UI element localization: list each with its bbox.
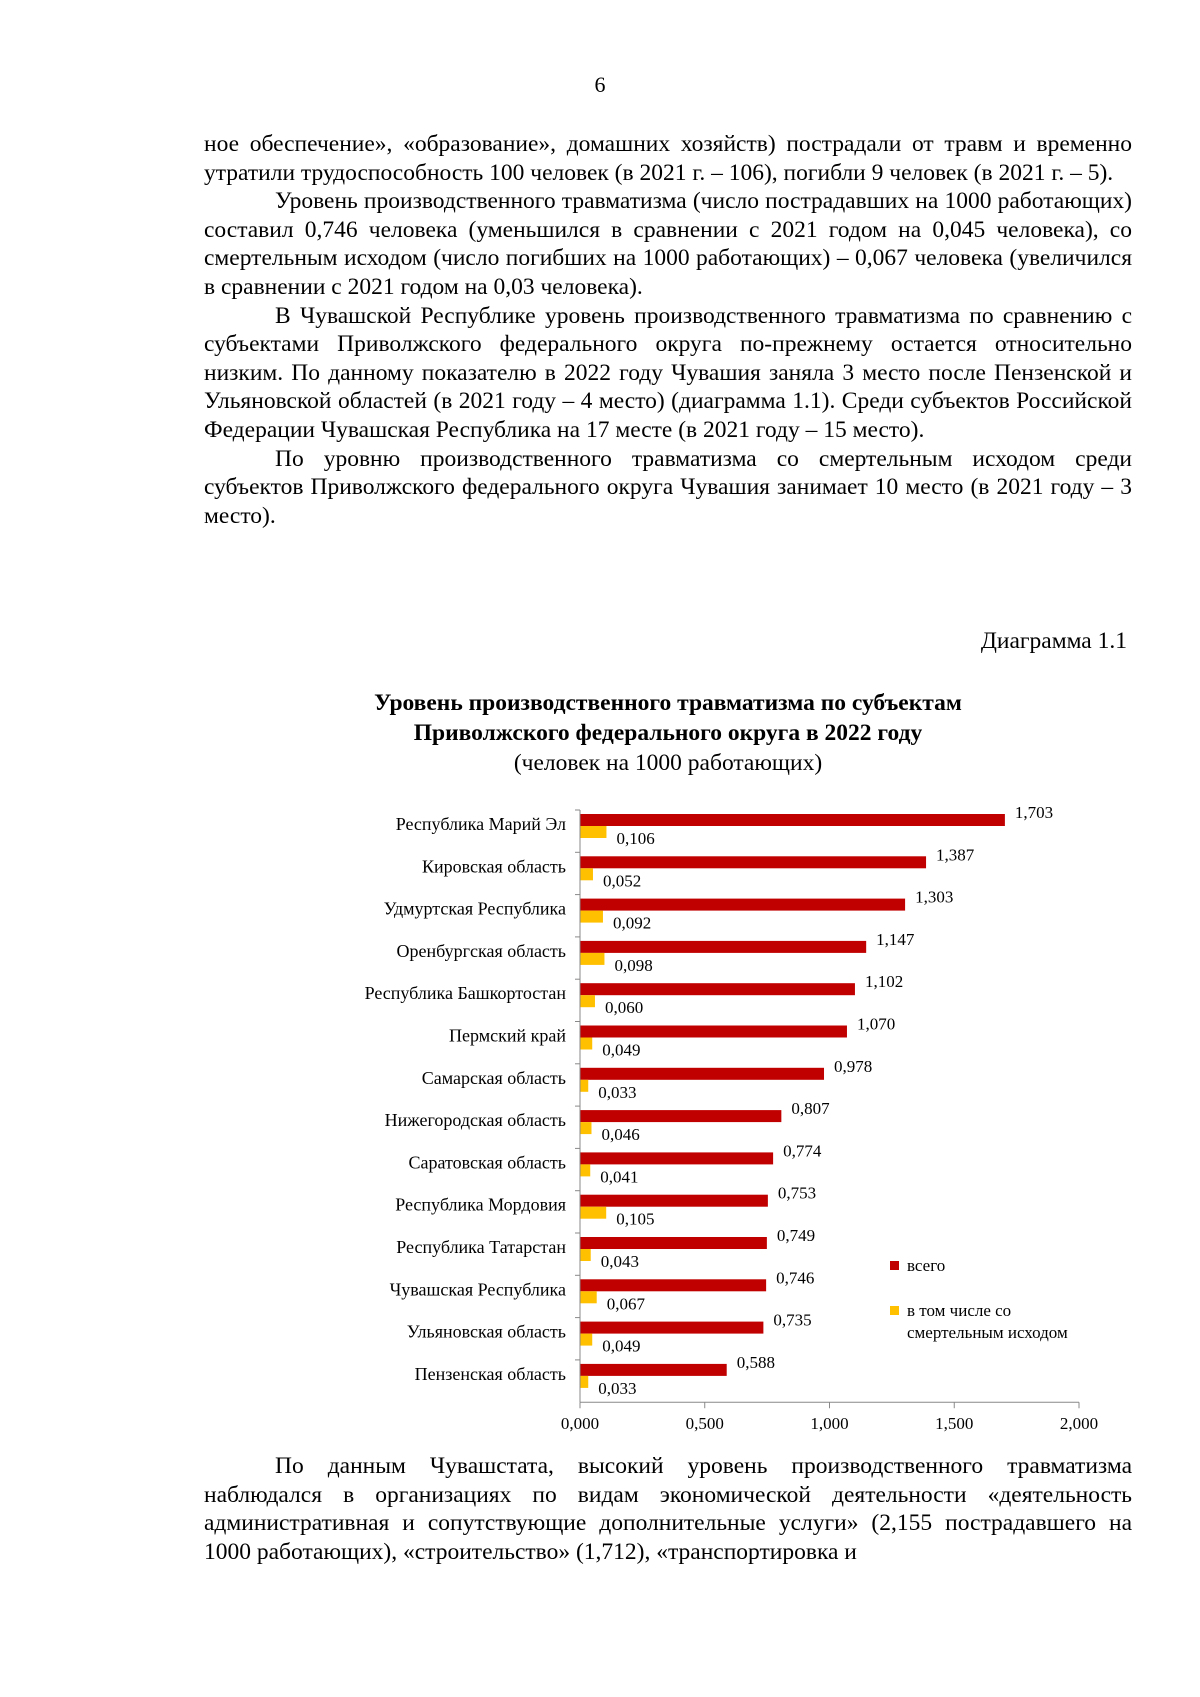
bar-total [580, 856, 926, 868]
data-label-total: 0,774 [783, 1141, 822, 1161]
bar-fatal [580, 1122, 591, 1134]
bar-total [580, 814, 1005, 826]
bar-fatal [580, 868, 593, 880]
top-paragraph-1: ное обеспечение», «образование», домашних хозяйств) пострадали от травм и временно утратили трудоспособность 100 человек (в 2021 г. – 106), погибли 9 человек (в 2021 г. – 5). [204, 131, 1132, 186]
data-label-total: 1,147 [876, 929, 915, 949]
bar-fatal [580, 911, 603, 923]
category-label: Самарская область [421, 1067, 566, 1088]
category-label: Пензенская область [414, 1363, 566, 1384]
data-label-total: 0,588 [736, 1352, 775, 1372]
x-tick-label: 1,500 [935, 1414, 974, 1434]
chart-title-line-2: Приволжского федерального округа в 2022 году [413, 720, 923, 746]
legend-swatch-fatal [890, 1306, 899, 1315]
legend-swatch-total [890, 1261, 899, 1270]
bar-fatal [580, 826, 606, 838]
bar-total [580, 1068, 824, 1080]
legend-label-fatal-line: смертельным исходом [907, 1323, 1068, 1342]
data-label-fatal: 0,049 [602, 1336, 641, 1356]
category-label: Саратовская область [408, 1152, 566, 1173]
chart-title-line-1: Уровень производственного травматизма по субъектам [374, 690, 962, 716]
data-label-total: 1,102 [864, 972, 904, 992]
bar-total [580, 983, 855, 995]
data-label-fatal: 0,105 [616, 1209, 655, 1229]
bottom-paragraph-1: По данным Чувашстата, высокий уровень производственного травматизма наблюдался в организациях по видам экономической деятельности «деятельность административная и сопутствующие дополнительные услуги» (2,155 пострадавшего на 1000 работающих), «строительство» (1,712), «транспортировка и [204, 1453, 1132, 1565]
data-label-total: 0,753 [777, 1183, 817, 1203]
bar-fatal [580, 1164, 590, 1176]
data-label-fatal: 0,043 [600, 1252, 639, 1271]
bar-total [580, 1152, 773, 1164]
data-label-fatal: 0,033 [598, 1378, 637, 1398]
data-label-total: 0,807 [791, 1099, 830, 1119]
bar-total [580, 1279, 766, 1291]
legend-label-total: всего [907, 1256, 946, 1275]
body-text-top [204, 130, 1132, 530]
chart-title-block [204, 688, 1132, 778]
legend-label-fatal-line: в том числе со [907, 1301, 1012, 1320]
category-label: Республика Марий Эл [395, 814, 566, 834]
category-label: Республика Башкортостан [364, 983, 566, 1004]
category-label: Ульяновская область [406, 1321, 566, 1342]
data-label-fatal: 0,041 [600, 1167, 639, 1187]
data-label-fatal: 0,067 [606, 1294, 645, 1314]
category-label: Республика Мордовия [395, 1194, 566, 1215]
category-label: Чувашская Республика [389, 1279, 566, 1300]
data-label-total: 1,303 [915, 887, 954, 907]
category-label: Оренбургская область [396, 940, 566, 961]
bar-fatal [580, 1376, 588, 1388]
data-label-total: 0,978 [834, 1056, 873, 1076]
x-tick-label: 0,500 [685, 1414, 724, 1434]
category-label: Нижегородская область [384, 1110, 566, 1131]
bar-fatal [580, 1038, 592, 1050]
page-number: 6 [594, 72, 606, 97]
bar-chart [300, 790, 1120, 1434]
x-tick-label: 2,000 [1059, 1414, 1099, 1434]
category-label: Республика Татарстан [396, 1237, 566, 1257]
data-label-total: 0,735 [773, 1310, 812, 1330]
diagram-label: Диаграмма 1.1 [980, 628, 1127, 654]
bar-total [580, 941, 866, 953]
bar-fatal [580, 1334, 592, 1346]
data-label-total: 1,387 [936, 845, 975, 865]
data-label-total: 1,703 [1014, 803, 1054, 822]
bar-total [580, 1364, 727, 1376]
data-label-fatal: 0,060 [604, 998, 644, 1018]
data-label-total: 0,749 [776, 1226, 816, 1245]
chart-subtitle: (человек на 1000 работающих) [513, 750, 823, 776]
bar-fatal [580, 1291, 597, 1303]
top-paragraph-3: В Чувашской Республике уровень производственного травматизма по сравнению с субъектами Приволжского федерального округа по-прежнему остается относительно низким. По данному показателю в 2022 году Чувашия заняла 3 место после Пензенской и Ульяновской областей (в 2021 году – 4 место) (диаграмма 1.1). Среди субъектов Российской Федерации Чувашская Республика на 17 месте (в 2021 году – 15 место). [204, 302, 1132, 443]
x-tick-label: 1,000 [810, 1414, 849, 1434]
body-text-bottom [204, 1452, 1132, 1566]
bar-fatal [580, 995, 595, 1007]
category-label: Кировская область [421, 856, 566, 877]
data-label-total: 0,746 [776, 1268, 815, 1288]
bar-total [580, 1322, 763, 1334]
bar-total [580, 899, 905, 911]
bar-total [580, 1195, 768, 1207]
bar-fatal [580, 1249, 591, 1261]
top-paragraph-2: Уровень производственного травматизма (число пострадавших на 1000 работающих) составил 0,746 человека (уменьшился в сравнении с 2021 годом на 0,045 человека), со смертельным исходом (число погибших на 1000 работающих) – 0,067 человека (увеличился в сравнении с 2021 годом на 0,03 человека). [204, 188, 1132, 300]
bar-fatal [580, 953, 604, 965]
data-label-fatal: 0,049 [602, 1040, 641, 1060]
data-label-fatal: 0,106 [616, 829, 655, 848]
data-label-fatal: 0,098 [614, 955, 653, 975]
bar-total [580, 1110, 781, 1122]
bar-fatal [580, 1207, 606, 1219]
bar-fatal [580, 1080, 588, 1092]
bar-total [580, 1237, 767, 1249]
data-label-fatal: 0,046 [601, 1125, 640, 1145]
data-label-fatal: 0,052 [602, 871, 642, 891]
category-label: Удмуртская Республика [383, 898, 566, 919]
x-tick-label: 0,000 [560, 1414, 600, 1434]
top-paragraph-4: По уровню производственного травматизма со смертельным исходом среди субъектов Приволжского федерального округа Чувашия занимает 10 место (в 2021 году – 3 место). [204, 445, 1132, 529]
data-label-fatal: 0,092 [612, 913, 652, 933]
bar-total [580, 1026, 847, 1038]
data-label-fatal: 0,033 [598, 1082, 637, 1102]
category-label: Пермский край [449, 1025, 566, 1046]
data-label-total: 1,070 [856, 1014, 896, 1034]
